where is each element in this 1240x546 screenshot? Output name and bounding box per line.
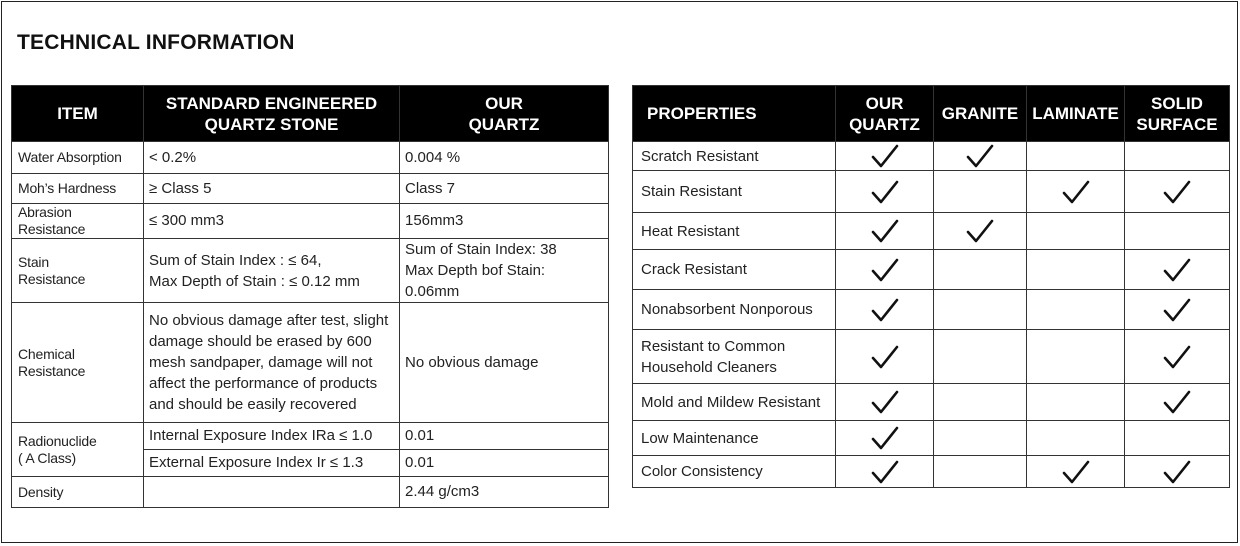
table-row	[633, 250, 1230, 290]
granite-cell	[934, 456, 1027, 488]
table-row	[633, 330, 1230, 384]
item-cell: Radionuclide ( A Class)	[12, 423, 144, 477]
header-properties: PROPERTIES	[633, 86, 836, 142]
ours-cell: No obvious damage	[400, 303, 609, 423]
item-cell: Stain Resistance	[12, 239, 144, 303]
ours-cell	[836, 171, 934, 213]
item-cell: Density	[12, 477, 144, 508]
standard-cell: No obvious damage after test, slight damage should be erased by 600 mesh sandpaper, damage will not affect the performance of products and should be easily recovered	[144, 303, 400, 423]
laminate-cell	[1027, 330, 1125, 384]
standard-cell	[144, 477, 400, 508]
ours-cell: 0.01	[400, 423, 609, 450]
solid-cell	[1125, 142, 1230, 171]
header-our-quartz: OUR QUARTZ	[836, 86, 934, 142]
item-cell: Abrasion Resistance	[12, 204, 144, 239]
ours-cell	[836, 456, 934, 488]
table-row	[633, 421, 1230, 456]
table-row	[633, 213, 1230, 250]
check-mark-icon	[869, 296, 901, 324]
granite-cell	[934, 330, 1027, 384]
check-mark-icon	[869, 343, 901, 371]
standard-cell: ≤ 300 mm3	[144, 204, 400, 239]
ours-cell: 2.44 g/cm3	[400, 477, 609, 508]
header-laminate: LAMINATE	[1027, 86, 1125, 142]
ours-cell: Sum of Stain Index: 38 Max Depth bof Stain: 0.06mm	[400, 239, 609, 303]
property-name-cell: Scratch Resistant	[633, 142, 836, 171]
laminate-cell	[1027, 421, 1125, 456]
check-mark-icon	[964, 217, 996, 245]
header-solid-surface: SOLID SURFACE	[1125, 86, 1230, 142]
check-mark-icon	[1060, 178, 1092, 206]
solid-cell	[1125, 330, 1230, 384]
solid-cell	[1125, 213, 1230, 250]
check-mark-icon	[1161, 178, 1193, 206]
standard-cell: ≥ Class 5	[144, 174, 400, 204]
property-name-cell: Resistant to Common Household Cleaners	[633, 330, 836, 384]
table-row	[12, 142, 609, 174]
table-row	[633, 171, 1230, 213]
check-mark-icon	[869, 458, 901, 486]
granite-cell	[934, 290, 1027, 330]
table-row	[633, 290, 1230, 330]
ours-cell: Class 7	[400, 174, 609, 204]
check-mark-icon	[869, 388, 901, 416]
solid-cell	[1125, 171, 1230, 213]
granite-cell	[934, 421, 1027, 456]
solid-cell	[1125, 421, 1230, 456]
property-name-cell: Color Consistency	[633, 456, 836, 488]
property-name-cell: Crack Resistant	[633, 250, 836, 290]
item-cell: Chemical Resistance	[12, 303, 144, 423]
ours-cell	[836, 290, 934, 330]
check-mark-icon	[869, 142, 901, 170]
solid-cell	[1125, 384, 1230, 421]
table-row	[12, 174, 609, 204]
laminate-cell	[1027, 384, 1125, 421]
laminate-cell	[1027, 456, 1125, 488]
ours-cell	[836, 250, 934, 290]
check-mark-icon	[1060, 458, 1092, 486]
ours-cell	[836, 384, 934, 421]
properties-comparison-table	[632, 85, 1230, 488]
item-cell: Water Absorption	[12, 142, 144, 174]
ours-cell: 156mm3	[400, 204, 609, 239]
laminate-cell	[1027, 142, 1125, 171]
ours-cell: 0.004 %	[400, 142, 609, 174]
laminate-cell	[1027, 213, 1125, 250]
table-row	[12, 239, 609, 303]
ours-cell	[836, 142, 934, 171]
check-mark-icon	[869, 217, 901, 245]
laminate-cell	[1027, 171, 1125, 213]
ours-cell	[836, 213, 934, 250]
property-name-cell: Heat Resistant	[633, 213, 836, 250]
check-mark-icon	[869, 178, 901, 206]
table-row	[633, 456, 1230, 488]
table-row	[12, 477, 609, 508]
granite-cell	[934, 213, 1027, 250]
check-mark-icon	[1161, 296, 1193, 324]
granite-cell	[934, 250, 1027, 290]
header-standard: STANDARD ENGINEERED QUARTZ STONE	[144, 86, 400, 142]
granite-cell	[934, 142, 1027, 171]
header-our-quartz: OUR QUARTZ	[400, 86, 609, 142]
tech-header-row	[12, 86, 609, 142]
property-name-cell: Mold and Mildew Resistant	[633, 384, 836, 421]
table-row	[633, 142, 1230, 171]
ours-cell	[836, 421, 934, 456]
standard-cell: Sum of Stain Index : ≤ 64, Max Depth of Stain : ≤ 0.12 mm	[144, 239, 400, 303]
table-row	[633, 384, 1230, 421]
standard-cell: Internal Exposure Index IRa ≤ 1.0	[144, 423, 400, 450]
solid-cell	[1125, 290, 1230, 330]
item-cell: Moh’s Hardness	[12, 174, 144, 204]
property-name-cell: Stain Resistant	[633, 171, 836, 213]
solid-cell	[1125, 250, 1230, 290]
ours-cell: 0.01	[400, 450, 609, 477]
property-name-cell: Nonabsorbent Nonporous	[633, 290, 836, 330]
header-item: ITEM	[12, 86, 144, 142]
table-row	[12, 303, 609, 423]
check-mark-icon	[869, 424, 901, 452]
ours-cell	[836, 330, 934, 384]
table-row	[12, 423, 609, 450]
check-mark-icon	[1161, 256, 1193, 284]
standard-cell: External Exposure Index Ir ≤ 1.3	[144, 450, 400, 477]
laminate-cell	[1027, 250, 1125, 290]
check-mark-icon	[964, 142, 996, 170]
page-title: TECHNICAL INFORMATION	[17, 31, 295, 54]
laminate-cell	[1027, 290, 1125, 330]
standard-cell: < 0.2%	[144, 142, 400, 174]
granite-cell	[934, 171, 1027, 213]
table-row	[12, 204, 609, 239]
header-granite: GRANITE	[934, 86, 1027, 142]
check-mark-icon	[1161, 458, 1193, 486]
granite-cell	[934, 384, 1027, 421]
check-mark-icon	[869, 256, 901, 284]
props-header-row	[633, 86, 1230, 142]
check-mark-icon	[1161, 343, 1193, 371]
property-name-cell: Low Maintenance	[633, 421, 836, 456]
tech-spec-table	[11, 85, 609, 508]
check-mark-icon	[1161, 388, 1193, 416]
solid-cell	[1125, 456, 1230, 488]
